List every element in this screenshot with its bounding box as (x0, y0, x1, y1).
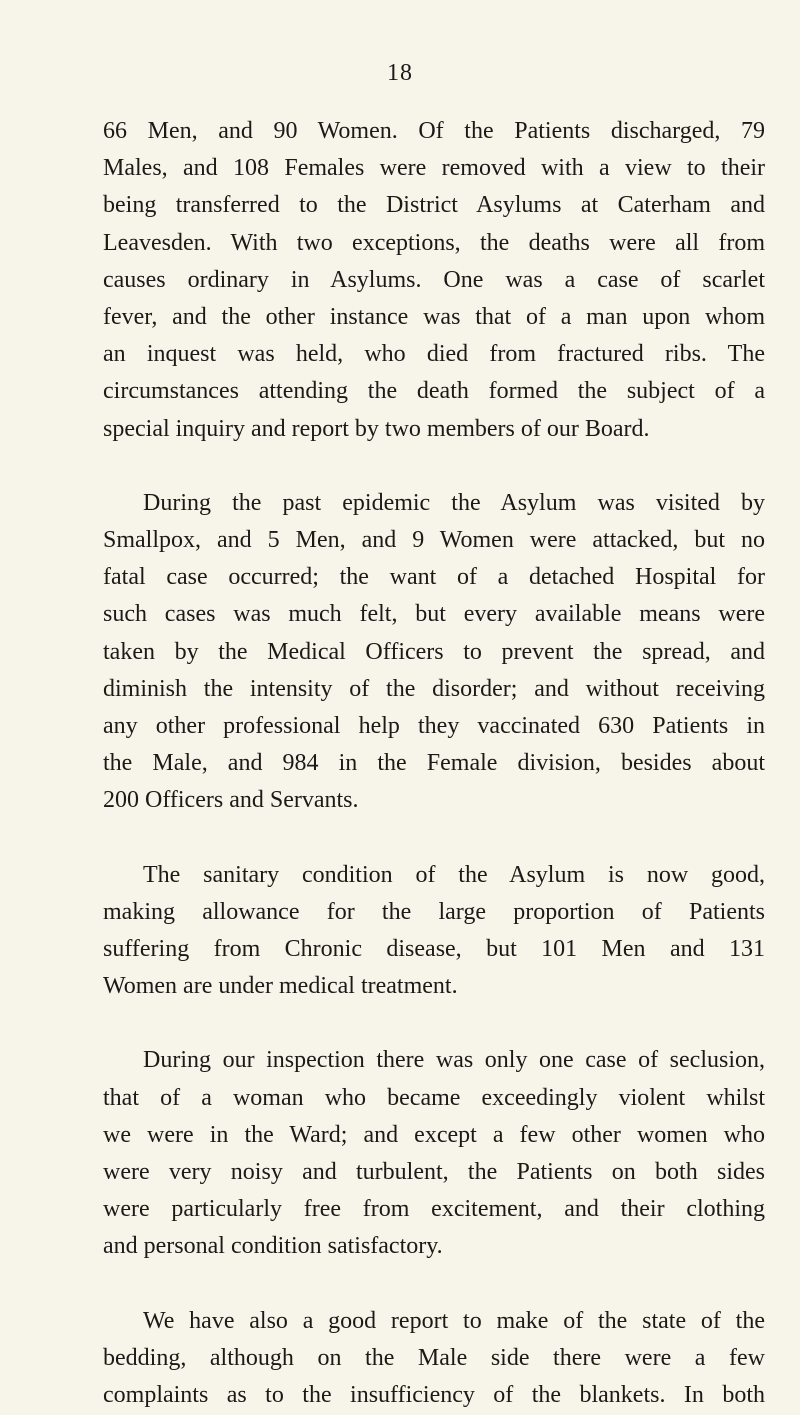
page-number: 18 (387, 60, 413, 86)
text-line: special inquiry and report by two members of our Board. (103, 415, 650, 442)
text-line: and personal condition satisfactory. (103, 1233, 443, 1260)
text-line: Women are under medical treatment. (103, 973, 458, 1000)
text-line: were particularly free from excitement, and their clothing (103, 1196, 765, 1223)
paragraph-3 (103, 857, 765, 1006)
paragraph-2 (103, 485, 765, 820)
text-line: being transferred to the District Asylums at Caterham and (103, 192, 765, 219)
paragraph-1 (103, 113, 765, 448)
text-line: bedding, although on the Male side there were a few (103, 1344, 765, 1371)
text-line: were very noisy and turbulent, the Patients on both sides (103, 1159, 765, 1186)
paragraph-4 (103, 1042, 765, 1265)
text-line: We have also a good report to make of the state of the (143, 1307, 765, 1334)
text-line: such cases was much felt, but every available means were (103, 601, 765, 628)
text-line: 200 Officers and Servants. (103, 787, 359, 814)
text-line: we were in the Ward; and except a few other women who (103, 1121, 765, 1148)
text-line: causes ordinary in Asylums. One was a case of scarlet (103, 266, 765, 293)
text-line: any other professional help they vaccinated 630 Patients in (103, 713, 765, 740)
text-line: During our inspection there was only one case of seclusion, (143, 1047, 765, 1074)
text-line: During the past epidemic the Asylum was visited by (143, 489, 765, 516)
text-line: circumstances attending the death formed the subject of a (103, 378, 765, 405)
text-line: Leavesden. With two exceptions, the deaths were all from (103, 229, 765, 256)
text-line: taken by the Medical Officers to prevent the spread, and (103, 638, 765, 665)
text-line: Smallpox, and 5 Men, and 9 Women were attacked, but no (103, 527, 765, 554)
text-line: the Male, and 984 in the Female division, besides about (103, 750, 765, 777)
paragraph-5 (103, 1303, 765, 1415)
text-line: Males, and 108 Females were removed with a view to their (103, 155, 765, 182)
text-line: that of a woman who became exceedingly violent whilst (103, 1084, 765, 1111)
text-line: fever, and the other instance was that of a man upon whom (103, 304, 765, 331)
text-line: fatal case occurred; the want of a detached Hospital for (103, 564, 765, 591)
text-line: The sanitary condition of the Asylum is now good, (143, 861, 765, 888)
text-line: diminish the intensity of the disorder; and without receiving (103, 675, 765, 702)
text-line: suffering from Chronic disease, but 101 Men and 131 (103, 936, 765, 963)
text-line: 66 Men, and 90 Women. Of the Patients discharged, 79 (103, 118, 765, 144)
body-text (103, 113, 765, 1415)
text-line: making allowance for the large proportion of Patients (103, 898, 765, 925)
text-line: complaints as to the insufficiency of the blankets. In both (103, 1382, 765, 1409)
text-line: an inquest was held, who died from fractured ribs. The (103, 341, 765, 368)
